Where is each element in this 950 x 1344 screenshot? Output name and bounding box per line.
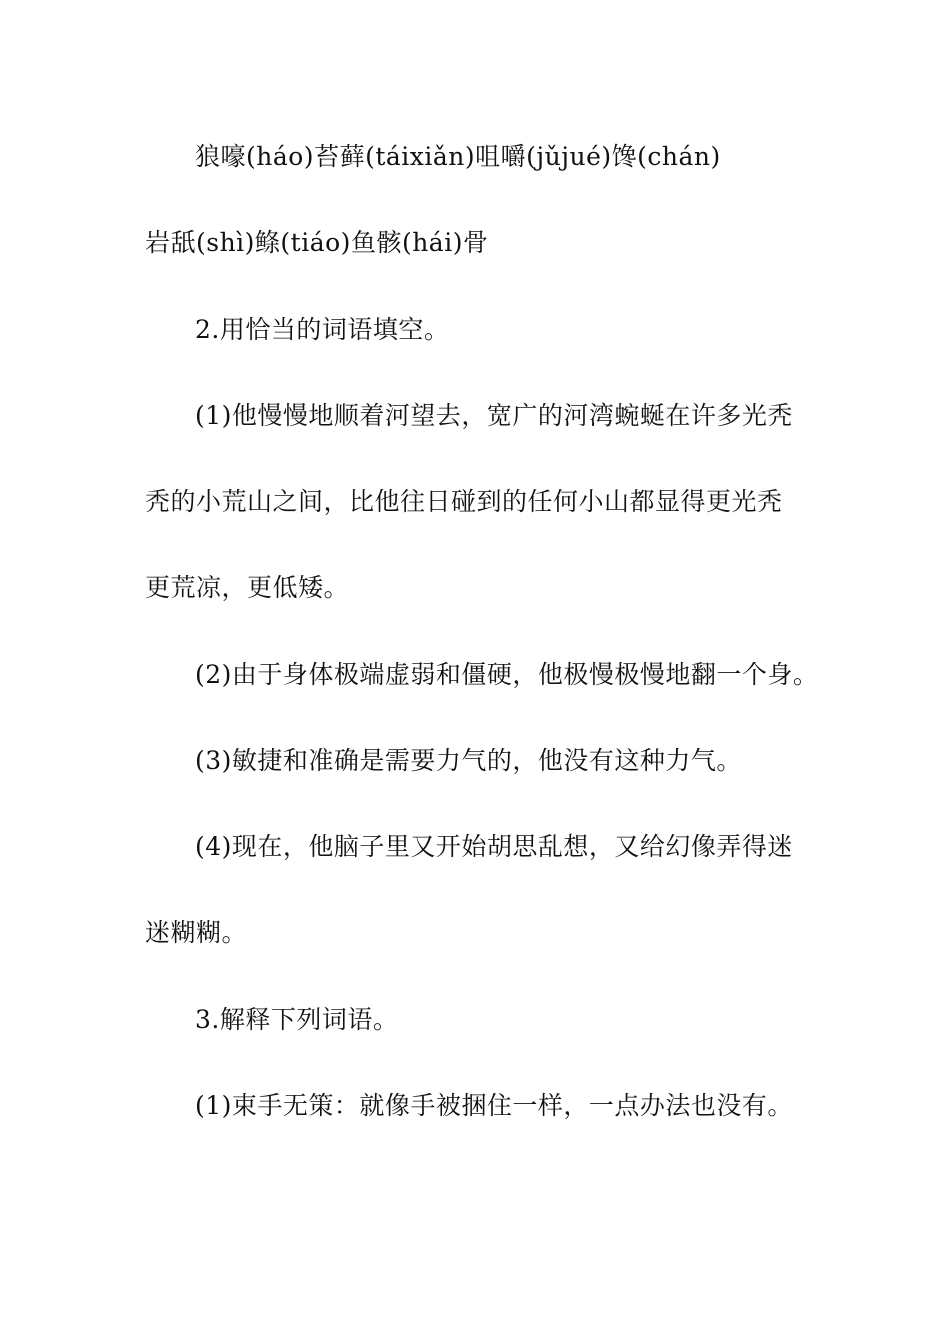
- fill-item-3: (3)敏捷和准确是需要力气的，他没有这种力气。: [195, 746, 742, 775]
- fill-item-1-line-1: (1)他慢慢地顺着河望去，宽广的河湾蜿蜒在许多光秃: [195, 401, 793, 430]
- definition-item-1: (1)束手无策：就像手被捆住一样，一点办法也没有。: [195, 1091, 793, 1120]
- fill-item-1-line-3: 更荒凉，更低矮。: [145, 573, 350, 602]
- fill-item-1-line-2: 秃的小荒山之间，比他往日碰到的任何小山都显得更光秃: [145, 487, 783, 516]
- fill-item-4-line-2: 迷糊糊。: [145, 918, 248, 947]
- fill-item-4-line-1: (4)现在，他脑子里又开始胡思乱想，又给幻像弄得迷: [195, 832, 793, 861]
- pinyin-line-1: 狼嚎(háo)苔藓(táixiǎn)咀嚼(jǔjué)馋(chán): [195, 142, 721, 171]
- section-heading-2: 2.用恰当的词语填空。: [195, 315, 450, 344]
- section-heading-3: 3.解释下列词语。: [195, 1005, 399, 1034]
- pinyin-line-2: 岩舐(shì)鲦(tiáo)鱼骸(hái)骨: [145, 228, 489, 257]
- fill-item-2: (2)由于身体极端虚弱和僵硬，他极慢极慢地翻一个身。: [195, 660, 819, 689]
